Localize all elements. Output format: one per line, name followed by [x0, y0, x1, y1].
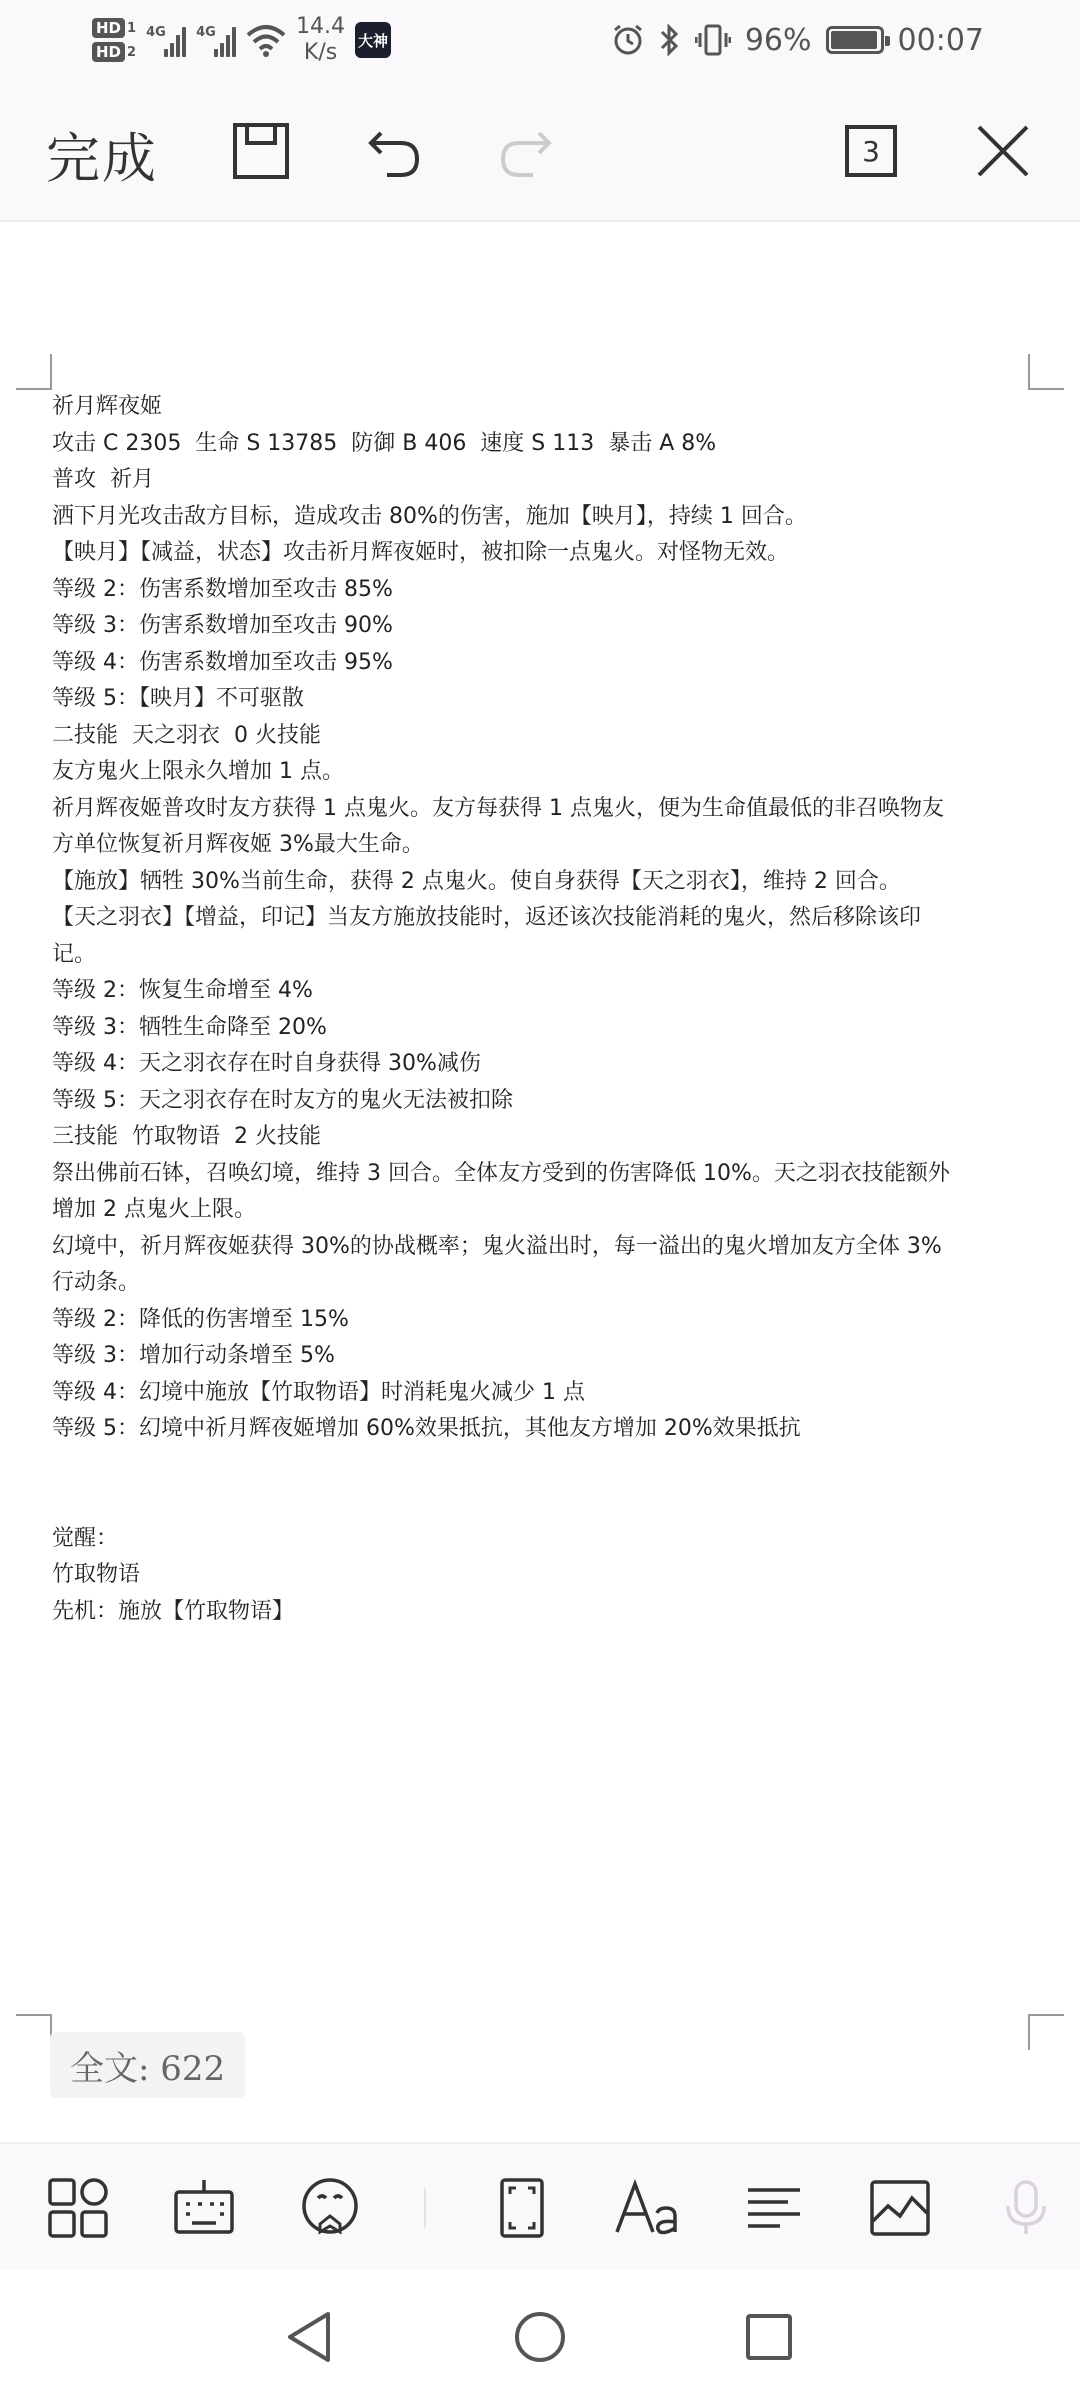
recents-square-icon [744, 2312, 794, 2362]
document-line: 【天之羽衣】【增益，印记】当友方施放技能时，返还该次技能消耗的鬼火，然后移除该印 [52, 905, 922, 930]
nav-recents-button[interactable] [734, 2302, 804, 2372]
alarm-icon [611, 23, 645, 57]
document-line: 等级 5：【映月】不可驱散 [52, 686, 304, 711]
document-line: 三技能 竹取物语 2 火技能 [52, 1124, 321, 1149]
blank-lines [52, 1448, 1028, 1521]
undo-icon [365, 121, 425, 181]
align-text-button[interactable] [736, 2170, 812, 2246]
status-bar-left [92, 8, 391, 72]
document-line: 记。 [52, 941, 97, 967]
document-line: 先机：施放【竹取物语】 [52, 1598, 295, 1624]
document-line: 等级 5：幻境中祈月辉夜姬增加 60%效果抵抗，其他友方增加 20%效果抵抗 [52, 1416, 801, 1441]
sim1-number: 1 [127, 20, 137, 36]
document-line: 行动条。 [52, 1270, 141, 1295]
document-line: 等级 4：伤害系数增加至攻击 95% [52, 649, 393, 675]
document-line: 祈月辉夜姬普攻时友方获得 1 点鬼火。友方每获得 1 点鬼火，便为生命值最低的非召唤物友 [52, 795, 944, 821]
undo-button[interactable] [360, 116, 430, 186]
document-line: 方单位恢复祈月辉夜姬 3%最大生命。 [52, 832, 424, 857]
dashen-app-icon: 大神 [355, 22, 391, 58]
document-line: 普攻 祈月 [52, 467, 154, 492]
document-line: 等级 2：降低的伤害增至 15% [52, 1306, 349, 1332]
word-count: 全文: 622 [50, 2032, 245, 2098]
close-icon [973, 121, 1033, 181]
vibrate-icon [695, 23, 731, 57]
page-count: 3 [845, 125, 897, 177]
sim2-hd-badge: HD [92, 42, 125, 62]
document-line: 增加 2 点鬼火上限。 [52, 1197, 256, 1222]
document-line: 祭出佛前石钵，召唤幻境，维持 3 回合。全体友方受到的伤害降低 10%。天之羽衣技能额外 [52, 1160, 950, 1186]
document-line: 【施放】牺牲 30%当前生命，获得 2 点鬼火。使自身获得【天之羽衣】，维持 2 回合。 [52, 868, 901, 894]
page-count-button[interactable] [836, 116, 906, 186]
toolbar-divider [424, 2188, 426, 2228]
signal-icon-sim2 [196, 23, 236, 57]
document-line: 等级 4：天之羽衣存在时自身获得 30%减伤 [52, 1051, 481, 1076]
network-speed [296, 14, 345, 66]
fullscreen-button[interactable] [484, 2170, 560, 2246]
fullscreen-icon [490, 2176, 554, 2240]
document-line: 等级 4：幻境中施放【竹取物语】时消耗鬼火减少 1 点 [52, 1379, 585, 1405]
format-toolbar [0, 2142, 1080, 2270]
redo-button[interactable] [490, 116, 560, 186]
keyboard-button[interactable] [166, 2170, 242, 2246]
font-format-button[interactable] [610, 2170, 686, 2246]
image-icon [868, 2176, 932, 2240]
document-line: 祈月辉夜姬 [52, 394, 163, 419]
sim-indicators [92, 18, 136, 62]
document-body[interactable] [52, 389, 1028, 1630]
document-line: 【映月】【减益，状态】攻击祈月辉夜姬时，被扣除一点鬼火。对怪物无效。 [52, 540, 790, 565]
document-line: 友方鬼火上限永久增加 1 点。 [52, 759, 344, 784]
system-navigation-bar [0, 2270, 1080, 2400]
battery-icon [826, 26, 884, 54]
document-area[interactable] [0, 224, 1080, 2142]
emoji-icon [298, 2176, 362, 2240]
back-triangle-icon [284, 2310, 334, 2364]
document-text-block-2 [52, 1521, 1028, 1631]
document-line: 等级 2：恢复生命增至 4% [52, 978, 313, 1003]
network-speed-value: 14.4 [296, 14, 346, 39]
document-line: 等级 3：增加行动条增至 5% [52, 1343, 335, 1368]
network-type-sim2: 4G [196, 25, 216, 40]
network-type-sim1: 4G [146, 25, 166, 40]
document-line: 洒下月光攻击敌方目标，造成攻击 80%的伤害，施加【映月】，持续 1 回合。 [52, 503, 807, 529]
insert-image-button[interactable] [862, 2170, 938, 2246]
status-bar [0, 0, 1080, 80]
document-line: 幻境中，祈月辉夜姬获得 30%的协战概率；鬼火溢出时，每一溢出的鬼火增加友方全体 3% [52, 1233, 942, 1259]
editor-toolbar [0, 80, 1080, 222]
document-line: 攻击 C 2305 生命 S 13785 防御 B 406 速度 S 113 暴击 A 8% [52, 430, 717, 456]
document-line: 二技能 天之羽衣 0 火技能 [52, 722, 321, 748]
page-corner-mark [1028, 2014, 1064, 2050]
voice-input-button[interactable] [988, 2170, 1064, 2246]
sim1-hd-badge: HD [92, 18, 125, 38]
page-corner-mark [1028, 354, 1064, 390]
sim2-number: 2 [127, 44, 137, 60]
document-line: 竹取物语 [52, 1562, 141, 1587]
document-line: 等级 3：伤害系数增加至攻击 90% [52, 613, 393, 638]
nav-home-button[interactable] [505, 2302, 575, 2372]
wifi-icon [246, 23, 286, 57]
layout-grid-icon [46, 2176, 110, 2240]
network-speed-unit: K/s [303, 40, 338, 65]
save-button[interactable] [226, 116, 296, 186]
done-button[interactable]: 完成 [46, 127, 158, 190]
page-corner-mark [16, 2014, 52, 2050]
keyboard-icon [172, 2176, 236, 2240]
save-icon [231, 121, 291, 181]
bluetooth-icon [659, 23, 681, 57]
nav-back-button[interactable] [274, 2302, 344, 2372]
signal-icon-sim1 [146, 23, 186, 57]
layout-button[interactable] [40, 2170, 116, 2246]
document-line: 等级 5：天之羽衣存在时友方的鬼火无法被扣除 [52, 1087, 513, 1113]
home-circle-icon [513, 2310, 567, 2364]
page-corner-mark [16, 354, 52, 390]
clock: 00:07 [897, 22, 984, 58]
font-format-icon [613, 2176, 683, 2240]
close-button[interactable] [968, 116, 1038, 186]
document-line: 觉醒： [52, 1525, 119, 1551]
align-text-icon [742, 2176, 806, 2240]
battery-fill [831, 31, 877, 49]
microphone-icon [994, 2176, 1058, 2240]
document-line: 等级 3：牺牲生命降至 20% [52, 1014, 327, 1040]
document-text-block-1 [52, 389, 1028, 1448]
emoji-button[interactable] [292, 2170, 368, 2246]
redo-icon [495, 121, 555, 181]
status-bar-right [611, 8, 984, 72]
battery-percent: 96% [744, 22, 812, 58]
document-line: 等级 2：伤害系数增加至攻击 85% [52, 576, 393, 602]
